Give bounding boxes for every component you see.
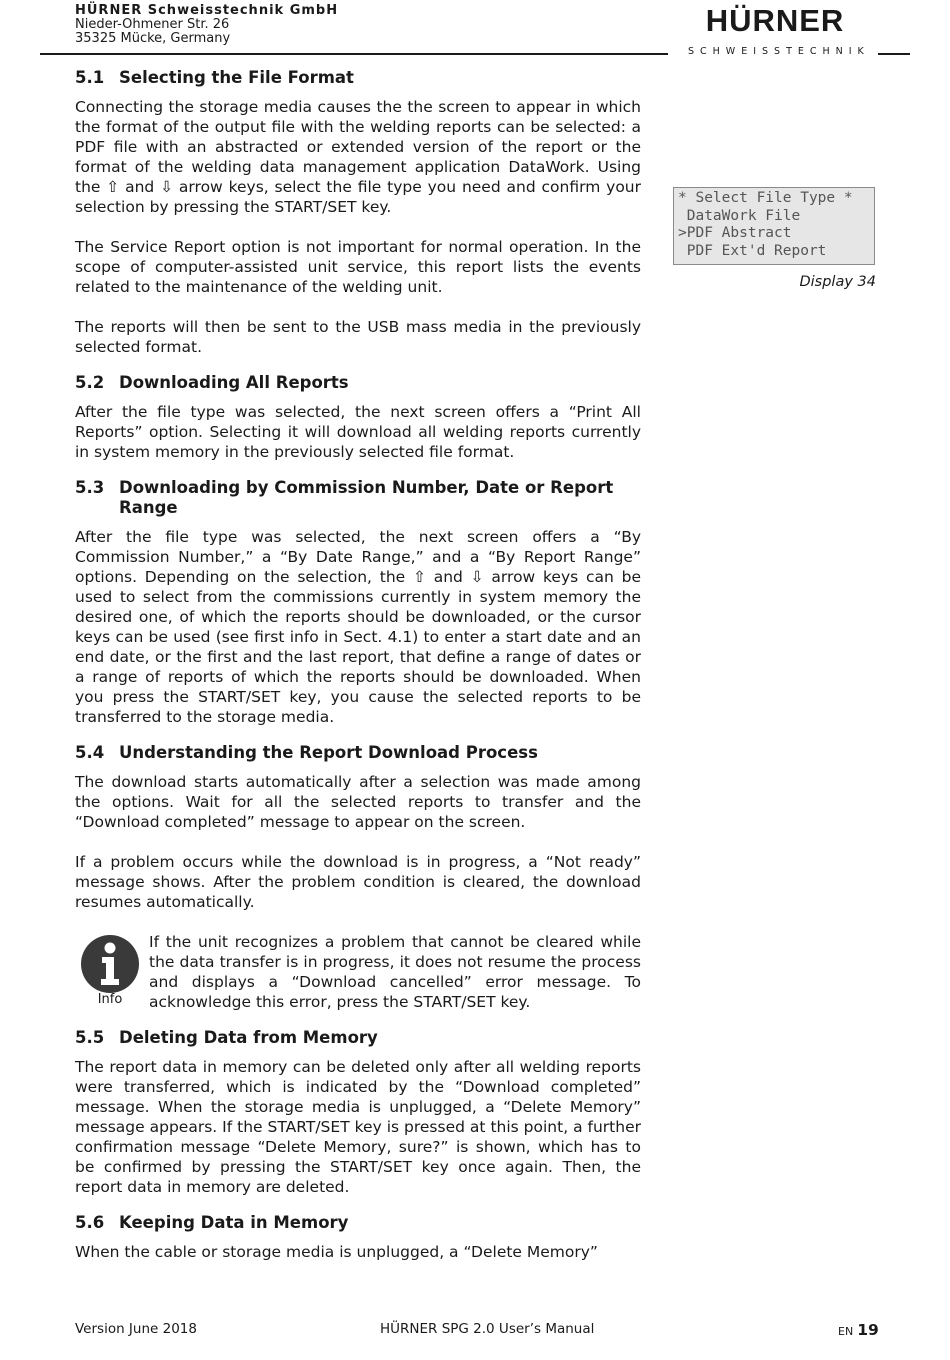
section-heading <box>75 1213 641 1233</box>
footer-page <box>838 1321 879 1339</box>
display-line: * Select File Type * <box>678 190 853 206</box>
paragraph: The download starts automatically after a selection was made among the options. Wait for all the selected reports to transfer and the “Download completed” message to appear on the screen. <box>75 773 641 831</box>
section-number: 5.4 <box>75 743 105 762</box>
info-label: Info <box>97 992 123 1007</box>
logo-word: HÜRNER <box>705 3 845 38</box>
section-title: Keeping Data in Memory <box>119 1213 349 1232</box>
section-title: Understanding the Report Download Process <box>119 743 538 762</box>
paragraph: If a problem occurs while the download is in progress, a “Not ready” message shows. After the problem condition is cleared, the download resumes automatically. <box>75 853 641 911</box>
header-rule <box>40 53 668 55</box>
section-number: 5.1 <box>75 68 105 87</box>
info-icon-box <box>75 932 149 1012</box>
display-caption: Display 34 <box>799 274 876 290</box>
main-content <box>75 68 641 1262</box>
logo-subtitle: SCHWEISSTECHNIK <box>688 46 870 57</box>
display-line: DataWork File <box>678 207 801 224</box>
company-street: Nieder-Ohmener Str. 26 <box>75 17 230 32</box>
display-line: PDF Ext'd Report <box>678 242 827 259</box>
info-icon <box>79 933 141 995</box>
section-number: 5.6 <box>75 1213 105 1232</box>
section-number: 5.3 <box>75 478 105 497</box>
display-line: >PDF Abstract <box>678 225 792 241</box>
footer-lang: EN <box>838 1325 854 1338</box>
section-heading <box>75 478 641 518</box>
section-heading <box>75 68 641 88</box>
footer-manual-title: HÜRNER SPG 2.0 User’s Manual <box>380 1321 595 1337</box>
section-heading <box>75 1028 641 1048</box>
company-name: HÜRNER Schweisstechnik GmbH <box>75 3 339 18</box>
company-address <box>75 4 338 46</box>
company-city: 35325 Mücke, Germany <box>75 31 231 46</box>
section-title: Deleting Data from Memory <box>119 1028 378 1047</box>
header-rule-end <box>878 53 910 55</box>
lcd-display <box>673 187 875 265</box>
info-text: If the unit recognizes a problem that cannot be cleared while the data transfer is in progress, it does not resume the process and displays a “Download cancelled” error message. To acknowledge this error, press the START/SET key. <box>149 933 641 1011</box>
page-number: 19 <box>857 1321 879 1339</box>
paragraph: When the cable or storage media is unplugged, a “Delete Memory” <box>75 1243 598 1261</box>
info-box <box>75 932 641 1012</box>
company-logo <box>682 4 868 58</box>
section-heading <box>75 743 641 763</box>
paragraph: The reports will then be sent to the USB mass media in the previously selected format. <box>75 318 641 356</box>
paragraph: After the file type was selected, the next screen offers a “By Commission Number,” a “By Date Range,” and a “By Report Range” options. Depending on the selection, the ⇧ and ⇩ arrow keys can be used to select from the commissions currently in system memory the desired one, of which the reports should be downloaded, or the cursor keys can be used (see first info in Sect. 4.1) to enter a start date and an end date, or the first and the last report, that define a range of dates or a range of reports of which the reports should be downloaded. When you press the START/SET key, you cause the selected reports to be transferred to the storage media. <box>75 528 641 726</box>
section-title: Downloading All Reports <box>119 373 349 392</box>
section-title: Selecting the File Format <box>119 68 354 87</box>
paragraph: Connecting the storage media causes the the screen to appear in which the format of the output file with the welding reports can be selected: a PDF file with an abstracted or extended version of the report or the format of the welding data management application DataWork. Using the ⇧ and ⇩ arrow keys, select the file type you need and confirm your selection by pressing the START/SET key. <box>75 98 641 216</box>
paragraph: After the file type was selected, the next screen offers a “Print All Reports” option. Selecting it will download all welding reports currently in system memory in the previously selected file format. <box>75 403 641 461</box>
section-heading <box>75 373 641 393</box>
section-number: 5.2 <box>75 373 105 392</box>
footer-version: Version June 2018 <box>75 1321 197 1337</box>
section-title: Downloading by Commission Number, Date or Report Range <box>119 478 614 517</box>
paragraph: The Service Report option is not important for normal operation. In the scope of computer-assisted unit service, this report lists the events related to the maintenance of the welding unit. <box>75 238 641 296</box>
paragraph: The report data in memory can be deleted only after all welding reports were transferred, which is indicated by the “Download completed” message. When the storage media is unplugged, a “Delete Memory” message appears. If the START/SET key is pressed at this point, a further confirmation message “Delete Memory, sure?” is shown, which has to be confirmed by pressing the START/SET key once again. Then, the report data in memory are deleted. <box>75 1058 641 1196</box>
section-number: 5.5 <box>75 1028 105 1047</box>
